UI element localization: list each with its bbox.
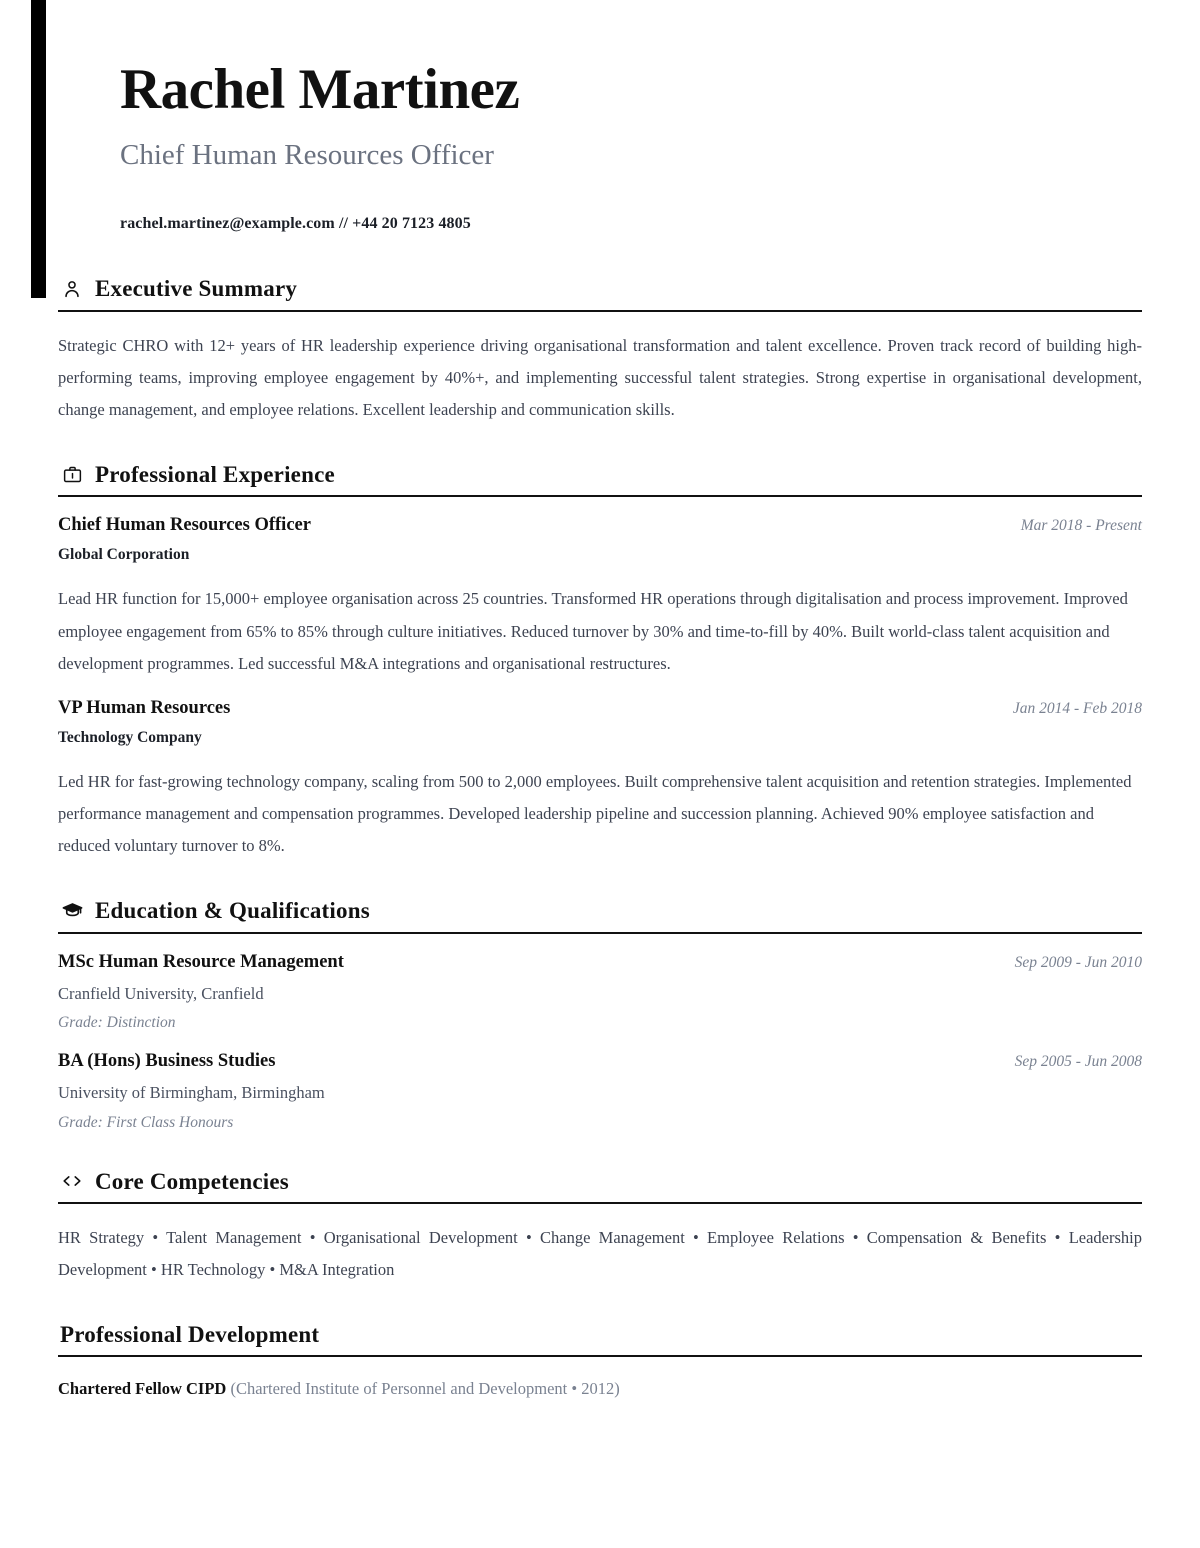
section-title: Education & Qualifications xyxy=(95,898,370,924)
code-brackets-icon xyxy=(60,1169,84,1193)
section-header xyxy=(58,277,1142,301)
section-header xyxy=(58,1169,1142,1193)
institution-name: University of Birmingham, Birmingham xyxy=(58,1083,325,1103)
left-accent-bar xyxy=(31,0,46,298)
degree-title: BA (Hons) Business Studies xyxy=(58,1051,276,1072)
job-title: VP Human Resources xyxy=(58,697,231,718)
job-title: Chief Human Resources Officer xyxy=(58,515,311,536)
candidate-job-title: Chief Human Resources Officer xyxy=(120,138,494,171)
section-professional-experience xyxy=(58,462,1142,862)
entry-header-row xyxy=(58,950,1142,974)
competencies-list: HR Strategy • Talent Management • Organisational Development • Change Management • Employee Relations • Compensation & Benefits • Leadership Development • HR Technology • M&A Integration xyxy=(58,1228,1142,1280)
education-entry xyxy=(58,1049,1142,1133)
degree-dates: Sep 2005 - Jun 2008 xyxy=(1014,1053,1142,1071)
job-description: Lead HR function for 15,000+ employee organisation across 25 countries. Transformed HR operations through digitalisation and process improvement. Improved employee engagement from 65% to 85% through culture initiatives. Reduced turnover by 30% and time-to-fill by 40%. Built world-class talent acquisition and development programmes. Led successful M&A integrations and organisational restructures. xyxy=(58,589,1128,673)
section-title: Professional Experience xyxy=(95,461,335,487)
briefcase-icon xyxy=(60,462,84,486)
section-executive-summary xyxy=(58,277,1142,427)
certification-name: Chartered Fellow CIPD xyxy=(58,1378,227,1398)
education-entry xyxy=(58,950,1142,1034)
section-divider xyxy=(58,932,1142,934)
section-education xyxy=(58,899,1142,1134)
certification-item xyxy=(58,1377,1142,1402)
section-divider xyxy=(58,495,1142,497)
contact-line: rachel.martinez@example.com // +44 20 7123 4805 xyxy=(120,214,471,232)
candidate-name: Rachel Martinez xyxy=(120,58,520,121)
section-divider xyxy=(58,1355,1142,1357)
certification-meta: (Chartered Institute of Personnel and Development • 2012) xyxy=(230,1378,620,1398)
company-name: Global Corporation xyxy=(58,546,190,564)
experience-entry xyxy=(58,513,1142,680)
job-dates: Mar 2018 - Present xyxy=(1020,517,1142,535)
degree-dates: Sep 2009 - Jun 2010 xyxy=(1014,953,1142,971)
summary-text: Strategic CHRO with 12+ years of HR leadership experience driving organisational transformation and talent excellence. Proven track record of building high-performing teams, improving employee engagement by 40%+, and implementing successful talent strategies. Strong expertise in organisational development, change management, and employee relations. Excellent leadership and communication skills. xyxy=(58,335,1142,419)
section-title: Executive Summary xyxy=(95,276,298,302)
graduation-cap-icon xyxy=(60,899,84,923)
section-header xyxy=(58,899,1142,923)
job-description: Led HR for fast-growing technology company, scaling from 500 to 2,000 employees. Built comprehensive talent acquisition and retention strategies. Implemented performance management and compensation programmes. Developed leadership pipeline and succession planning. Achieved 90% employee satisfaction and reduced voluntary turnover to 8%. xyxy=(58,772,1132,856)
job-dates: Jan 2014 - Feb 2018 xyxy=(1012,699,1142,717)
section-divider xyxy=(58,1202,1142,1204)
entry-header-row xyxy=(58,513,1142,537)
institution-name: Cranfield University, Cranfield xyxy=(58,983,264,1003)
degree-grade: Grade: Distinction xyxy=(58,1013,176,1031)
experience-entry xyxy=(58,696,1142,863)
section-header xyxy=(58,1323,1142,1346)
section-professional-development xyxy=(58,1323,1142,1402)
section-core-competencies xyxy=(58,1169,1142,1286)
resume-header xyxy=(0,0,1200,233)
section-title: Core Competencies xyxy=(95,1168,289,1194)
section-divider xyxy=(58,310,1142,312)
entry-header-row xyxy=(58,1049,1142,1073)
section-header xyxy=(58,462,1142,486)
degree-title: MSc Human Resource Management xyxy=(58,951,344,972)
person-icon xyxy=(60,277,84,301)
resume-body xyxy=(0,233,1200,1402)
section-title: Professional Development xyxy=(60,1321,320,1347)
company-name: Technology Company xyxy=(58,728,202,746)
degree-grade: Grade: First Class Honours xyxy=(58,1113,234,1131)
entry-header-row xyxy=(58,696,1142,720)
